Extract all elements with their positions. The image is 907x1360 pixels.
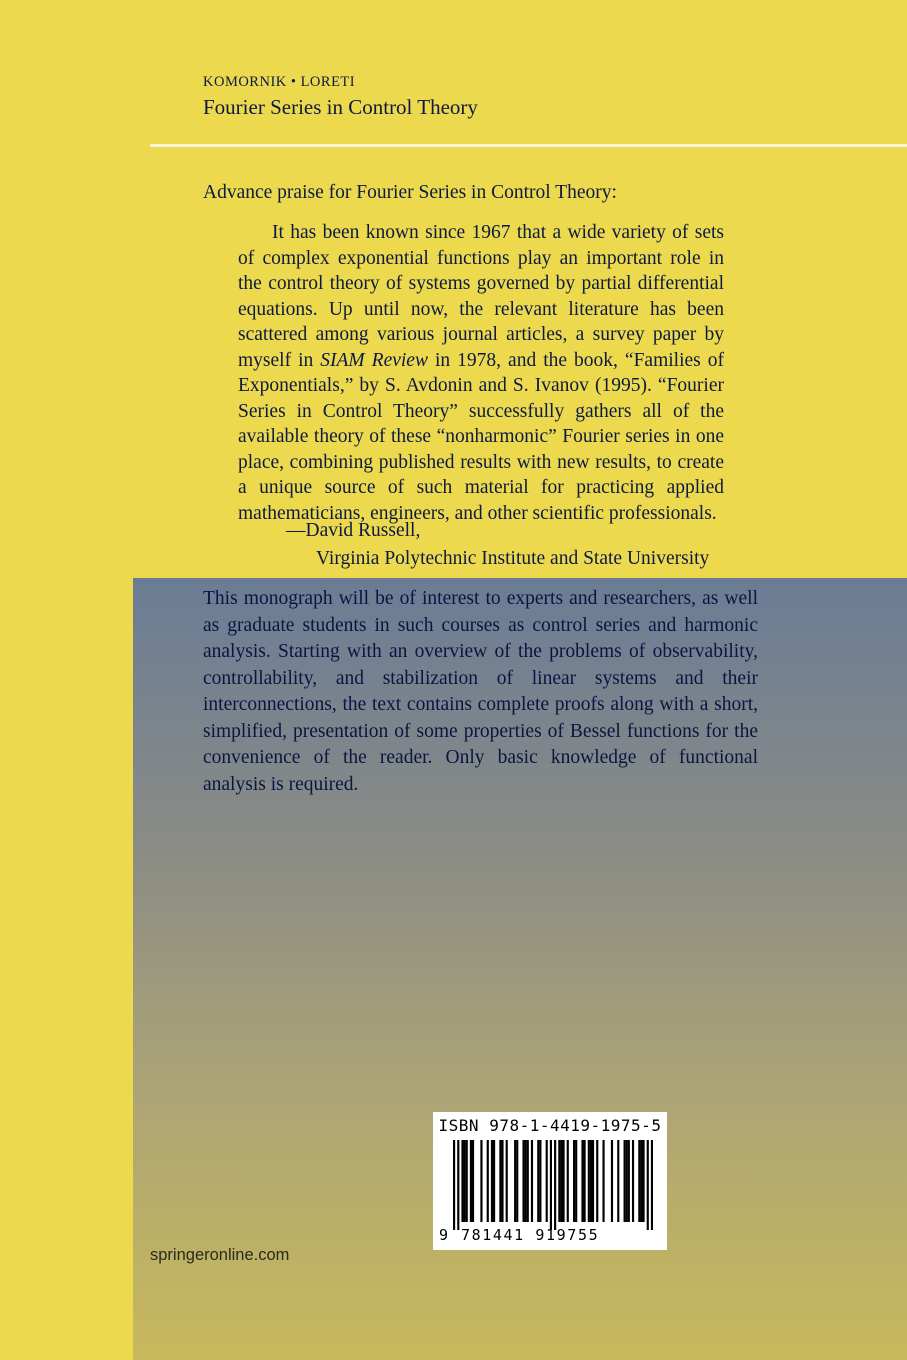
left-yellow-strip — [0, 578, 133, 1360]
attribution-institution: Virginia Polytechnic Institute and State University — [316, 548, 710, 569]
barcode-digits-rest: 781441 919755 — [461, 1226, 600, 1244]
barcode-bar — [584, 1140, 586, 1222]
header — [203, 74, 803, 120]
barcode-bar — [550, 1140, 552, 1230]
barcode-bar — [617, 1140, 619, 1222]
header-divider — [150, 144, 907, 147]
barcode-bar — [590, 1140, 592, 1222]
barcode-bar — [611, 1140, 613, 1222]
barcode-bar — [558, 1140, 560, 1222]
barcode-bar — [573, 1140, 575, 1222]
barcode-bar — [464, 1140, 466, 1222]
barcode-bar — [527, 1140, 529, 1222]
barcode-bar — [638, 1140, 640, 1222]
barcode-bar — [457, 1140, 459, 1230]
barcode — [453, 1140, 653, 1230]
barcode-bar — [562, 1140, 564, 1222]
barcode-bar — [651, 1140, 653, 1230]
barcode-bar — [642, 1140, 644, 1222]
book-title: Fourier Series in Control Theory — [203, 95, 478, 119]
barcode-bar — [575, 1140, 577, 1222]
barcode-bar — [531, 1140, 533, 1222]
barcode-bar — [522, 1140, 524, 1222]
barcode-bar — [647, 1140, 649, 1230]
barcode-bar — [592, 1140, 594, 1222]
barcode-bar — [539, 1140, 541, 1222]
website-link[interactable]: springeronline.com — [150, 1246, 290, 1264]
barcode-bar — [588, 1140, 590, 1222]
barcode-bar — [628, 1140, 630, 1222]
barcode-bar — [602, 1140, 604, 1222]
praise-quote — [238, 220, 724, 526]
barcode-bar — [537, 1140, 539, 1222]
barcode-bar — [632, 1140, 634, 1222]
barcode-bar — [466, 1140, 468, 1222]
barcode-bar — [546, 1140, 548, 1222]
praise-heading: Advance praise for Fourier Series in Control Theory: — [203, 182, 617, 203]
barcode-bar — [516, 1140, 518, 1222]
barcode-bar — [461, 1140, 463, 1222]
quote-text-part1: It has been known since 1967 that a wide variety of sets of complex exponential functions play an important role in the control theory of systems governed by partial differential equations. Up until now, the relevant literature has been scattered among various journal articles, a survey paper by myself in — [238, 222, 724, 371]
isbn-barcode-block — [433, 1112, 667, 1250]
barcode-bar — [506, 1140, 508, 1222]
barcode-bar — [501, 1140, 503, 1222]
barcode-bar — [472, 1140, 474, 1222]
barcode-bar — [560, 1140, 562, 1222]
barcode-bar — [487, 1140, 489, 1222]
barcode-bar — [453, 1140, 455, 1230]
barcode-bar — [491, 1140, 493, 1222]
authors: KOMORNIK • LORETI — [203, 74, 356, 90]
barcode-bar — [554, 1140, 556, 1230]
barcode-digit-first: 9 — [439, 1226, 449, 1244]
barcode-bar — [493, 1140, 495, 1222]
barcode-bar — [499, 1140, 501, 1222]
barcode-bar — [470, 1140, 472, 1222]
book-description: This monograph will be of interest to experts and researchers, as well as graduate students in such courses as control series and harmonic analysis. Starting with an overview of the problems of observability, controllability, and stabilization of linear systems and their interconnections, the text contains complete proofs along with a short, simplified, presentation of some properties of Bessel functions for the convenience of the reader. Only basic knowledge of functional analysis is required. — [203, 588, 758, 795]
barcode-bar — [514, 1140, 516, 1222]
barcode-bar — [624, 1140, 626, 1222]
barcode-bar — [581, 1140, 583, 1222]
barcode-bar — [626, 1140, 628, 1222]
barcode-bar — [567, 1140, 569, 1222]
attribution-name: —David Russell, — [286, 520, 421, 541]
quote-text-part2: in 1978, and the book, “Families of Exponentials,” by S. Avdonin and S. Ivanov (1995). “Fourier Series in Control Theory” successfully gathers all of the available theory of these “nonharmonic” Fourier series in one place, combining published results with new results, to create a unique source of such material for practicing applied mathematicians, engineers, and other scientific professionals. — [238, 349, 724, 524]
isbn-label: ISBN 978-1-4419-1975-5 — [438, 1116, 662, 1135]
barcode-bar — [640, 1140, 642, 1222]
barcode-bar — [596, 1140, 598, 1222]
barcode-bar — [480, 1140, 482, 1222]
quote-journal-name: SIAM Review — [320, 349, 428, 371]
barcode-bar — [525, 1140, 527, 1222]
